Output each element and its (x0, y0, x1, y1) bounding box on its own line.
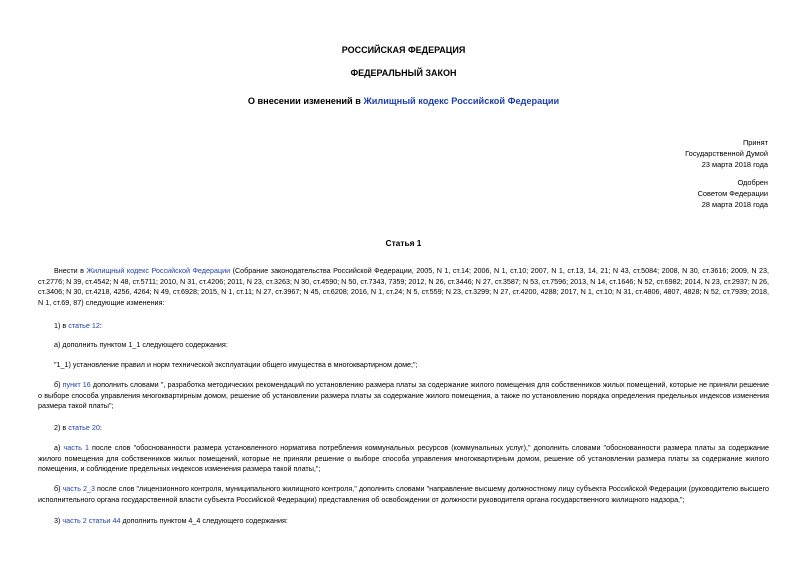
article-12-link[interactable]: статье 12 (68, 321, 100, 330)
part-2-3-link[interactable]: часть 2_3 (62, 484, 95, 493)
item-2-prefix: 2) в (54, 423, 69, 432)
intro-prefix: Внести в (54, 266, 87, 275)
approved-label: Одобрен (737, 178, 768, 187)
item-2-suffix: : (99, 423, 102, 432)
item-2b-prefix: б) (54, 484, 63, 493)
intro-text: (Собрание законодательства Российской Федерации, 2005, N 1, ст.14; 2006, N 1, ст.10; 2007, N 1, ст.13, 14, 21; N 43, ст.5084; 2008, N 30, ст.3616; 2009, N 23, ст.2776; N 39, ст.4542; N 48, ст.5711; 2010, N 31, ст.4206; 2011, N 23, ст.3263; N 30, ст.4590; N 50, ст.7343, 7359; 2012, N 26, ст.3446; N 27, ст.3587; N 53, ст.7596; 2013, N 14, ст.1646; N 52, ст.6982; 2014, N 23, ст.2937; N 26, ст.3406; N 30, ст.4218, 4256, 4264; N 49, ст.6928; 2015, N 1, ст.11; N 27, ст.3967; N 45, ст.6208; 2016, N 1, ст.24; N 5, ст.559; N 23, ст.3299; N 27, ст.4200, 4288; 2017, N 1, ст.10; N 31, ст.4806, 4807, 4828; N 52, ст.7939; 2018, N 1, ст.69, 87) следующие изменения: (38, 266, 770, 307)
item-1b-prefix: б) (54, 380, 63, 389)
item-2 (38, 423, 769, 434)
item-1b (38, 380, 769, 412)
item-1a: а) дополнить пунктом 1_1 следующего содержания: (54, 340, 228, 349)
item-1-prefix: 1) в (54, 321, 69, 330)
item-1b-text: дополнить словами ", разработка методических рекомендаций по установлению размера платы за содержание жилого помещения для собственников жилых помещений, которые не приняли решение о выборе способа управления многоквартирным домом, решение об установлении размера платы за содержание жилого помещения, а также по установлению порядка определения предельных индексов изменения размера такой платы"; (38, 380, 770, 411)
item-2b (38, 484, 769, 505)
item-3-prefix: 3) (54, 516, 63, 525)
item-3 (38, 516, 769, 527)
law-title (0, 96, 807, 106)
article-44-part-2-link[interactable]: часть 2 статьи 44 (62, 516, 121, 525)
approved-by: Советом Федерации (697, 189, 768, 198)
item-1 (38, 321, 769, 332)
housing-code-link[interactable]: Жилищный кодекс Российской Федерации (363, 96, 560, 106)
country-heading: РОССИЙСКАЯ ФЕДЕРАЦИЯ (341, 45, 466, 55)
article-heading: Статья 1 (385, 238, 422, 248)
intro-code-link[interactable]: Жилищный кодекс Российской Федерации (86, 266, 231, 275)
intro-paragraph (38, 266, 769, 308)
item-1a-quote: "1_1) установление правил и норм технической эксплуатации общего имущества в многоквартирном доме;"; (54, 360, 418, 369)
item-2a-prefix: а) (54, 443, 64, 452)
adoption-block (685, 137, 768, 170)
part-1-link[interactable]: часть 1 (63, 443, 89, 452)
item-2a (38, 443, 769, 475)
law-type-heading: ФЕДЕРАЛЬНЫЙ ЗАКОН (350, 68, 457, 78)
law-title-prefix: О внесении изменений в (247, 96, 364, 106)
adopted-date: 23 марта 2018 года (701, 160, 768, 169)
item-2b-text: после слов "лицензионного контроля, муниципального жилищного контроля," дополнить словами "направление высшему должностному лицу субъекта Российской Федерации (руководителю высшего исполнительного органа государственной власти субъекта Российской Федерации) представления об освобождении от должности руководителя органа государственного жилищного надзора,"; (38, 484, 769, 504)
item-3-text: дополнить пунктом 4_4 следующего содержания: (120, 516, 288, 525)
point-16-link[interactable]: пункт 16 (62, 380, 91, 389)
approved-date: 28 марта 2018 года (701, 200, 768, 209)
adopted-label: Принят (742, 138, 768, 147)
article-20-link[interactable]: статье 20 (68, 423, 100, 432)
item-1-suffix: : (99, 321, 102, 330)
adopted-by: Государственной Думой (685, 149, 768, 158)
approval-block (698, 177, 768, 210)
item-2a-text: после слов "обоснованности размера установленного норматива потребления коммунальных ресурсов (коммунальных услуг)," дополнить словами "обоснованности размера платы за содержание жилого помещения для собственников жилых помещений, которые не приняли решение о выборе способа управления многоквартирным домом, решение об установлении размера платы за содержание жилого помещения, и соблюдение предельных индексов изменения размера такой платы,"; (38, 443, 769, 474)
